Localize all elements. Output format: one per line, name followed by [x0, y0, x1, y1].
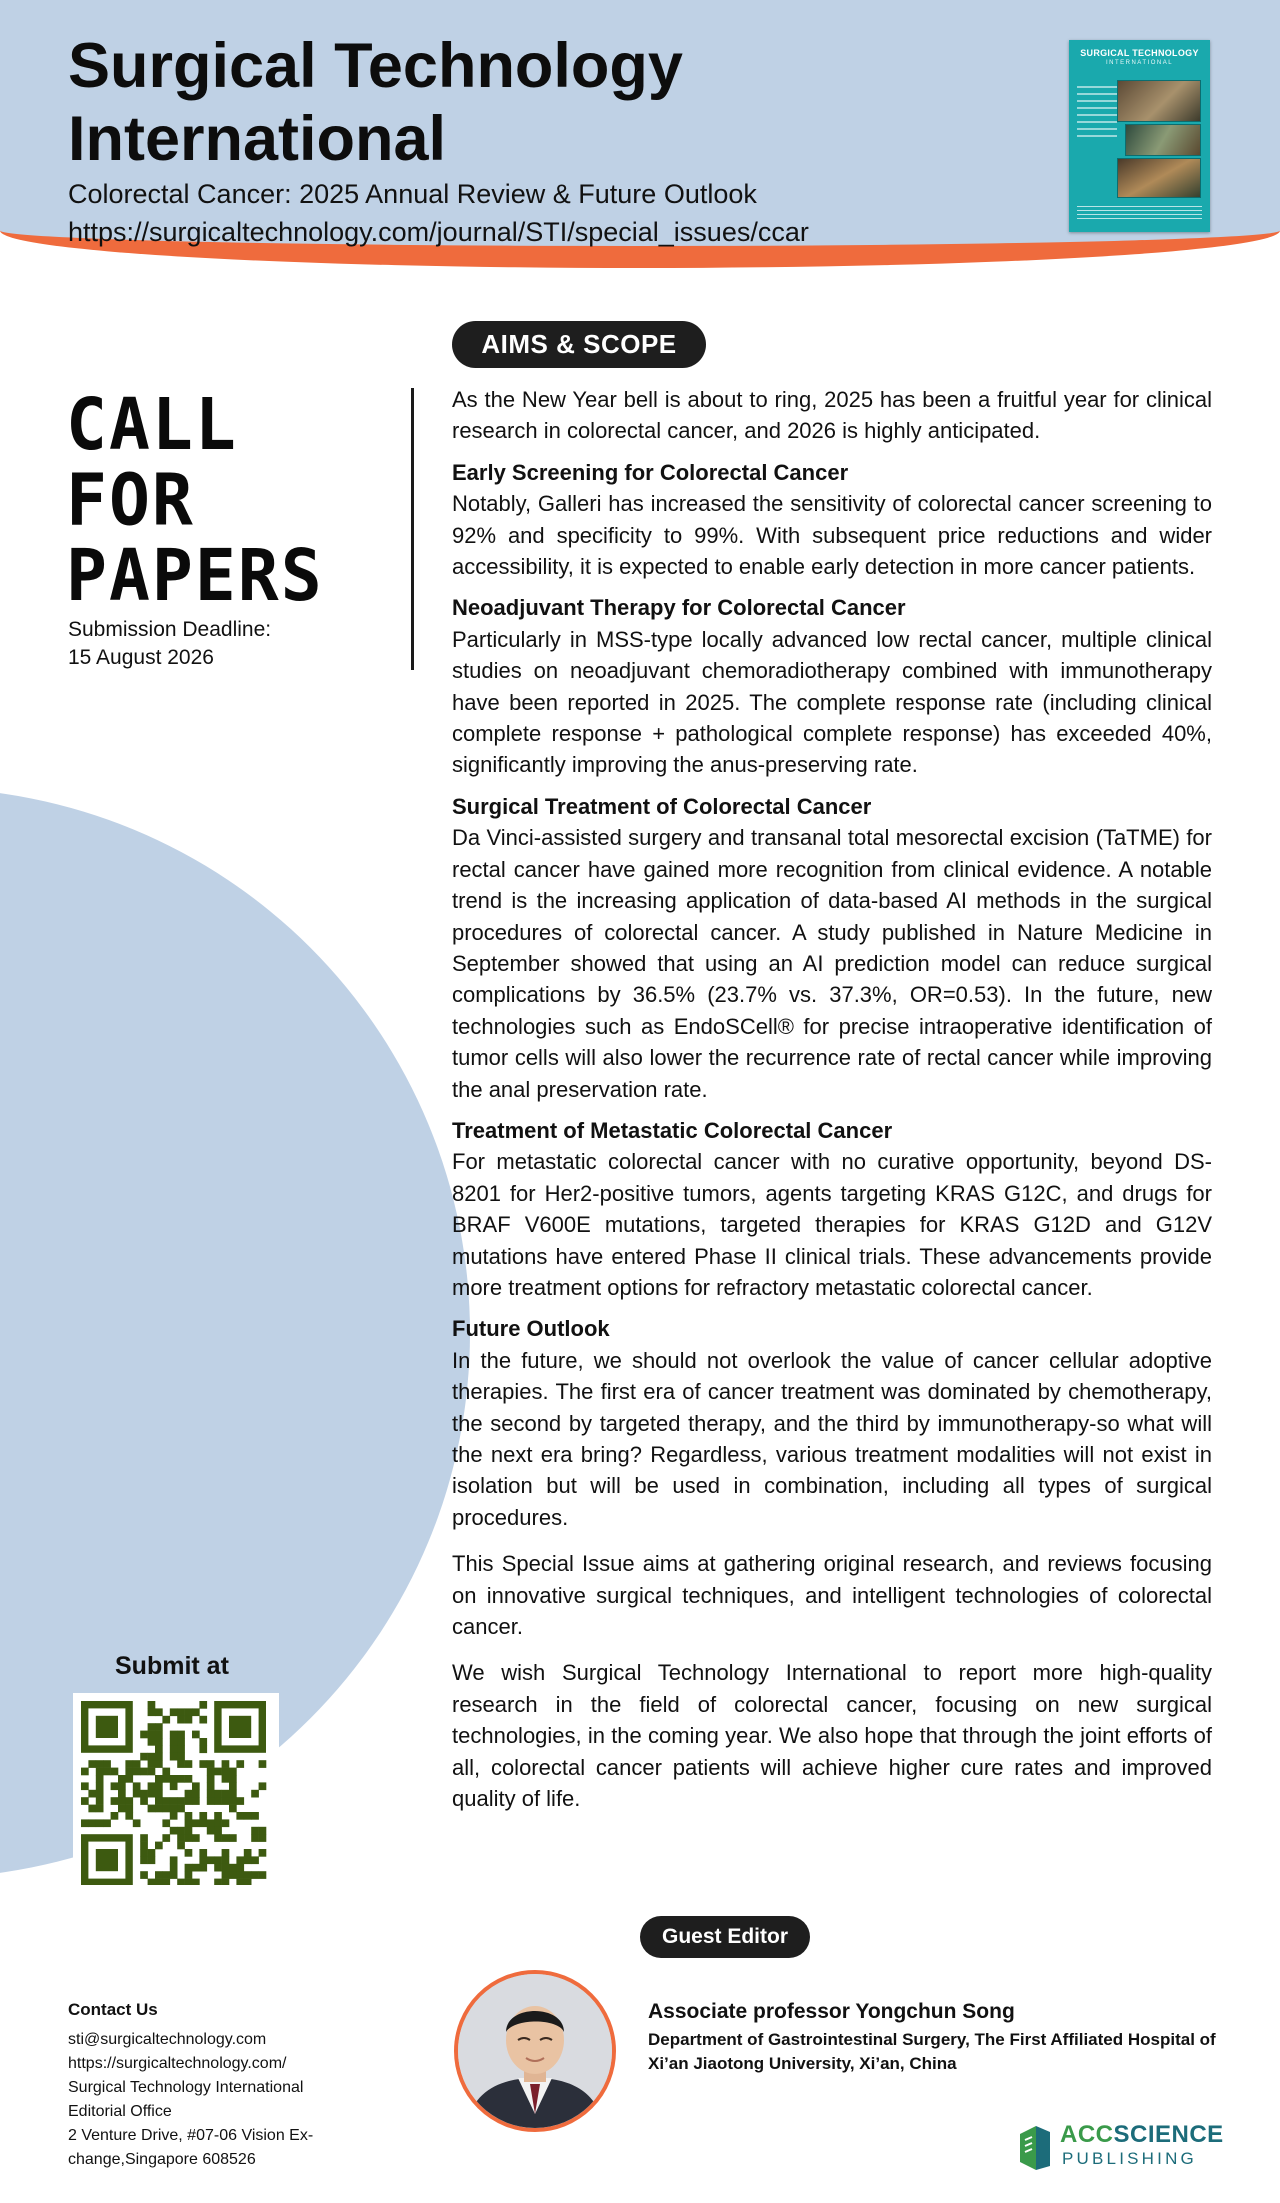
section-body: Notably, Galleri has increased the sensitivity of colorectal cancer screening to 92% and specificity to 99%. With subsequent price reductions and wider accessibility, it is expected to enable early detection in more cancer patients.	[452, 491, 1212, 580]
guest-editor-avatar	[454, 1970, 616, 2132]
contact-title: Contact Us	[68, 2000, 158, 2019]
aims-scope-content	[452, 384, 1212, 1814]
publisher-name	[1060, 2122, 1224, 2148]
section-title: Treatment of Metastatic Colorectal Cancer	[452, 1117, 893, 1143]
section-title: Early Screening for Colorectal Cancer	[452, 459, 849, 485]
submit-label: Submit at	[115, 1652, 229, 1680]
deadline-date: 15 August 2026	[68, 646, 214, 669]
contact-website[interactable]: https://surgicaltechnology.com/	[68, 2055, 287, 2072]
section-title: Neoadjuvant Therapy for Colorectal Cancer	[452, 595, 906, 621]
section-title: Surgical Treatment of Colorectal Cancer	[452, 793, 872, 819]
journal-title: Surgical Technology International	[68, 31, 683, 174]
contact-email[interactable]: sti@surgicaltechnology.com	[68, 2031, 267, 2048]
section-body: For metastatic colorectal cancer with no curative opportunity, beyond DS-8201 for Her2-positive tumors, agents targeting KRAS G12C, and drugs for BRAF V600E mutations, targeted therapies for KRAS G12D and G12V mutations have entered Phase II clinical trials. These advancements provide more treatment options for refractory metastatic colorectal cancer.	[452, 1149, 1212, 1300]
publisher-name-part: SCIENCE	[1113, 2121, 1224, 2148]
contact-office: Editorial Office	[68, 2103, 172, 2120]
publisher-logo	[1016, 2121, 1224, 2174]
section-body: Da Vinci-assisted surgery and transanal total mesorectal excision (TaTME) for rectal cancer have gained more recognition from clinical evidence. A notable trend is the increasing application of data-based AI methods in the surgical procedures of colorectal cancer. A study published in Nature Medicine in September showed that using an AI prediction model can reduce surgical complications by 36.5% (23.7% vs. 37.3%, OR=0.53). In the future, new technologies such as EndoSCell® for precise intraoperative identification of tumor cells will also lower the recurrence rate of rectal cancer while improving the anal preservation rate.	[452, 825, 1212, 1102]
cover-subtitle: INTERNATIONAL	[1105, 60, 1174, 66]
publisher-tagline: PUBLISHING	[1062, 2149, 1197, 2168]
cover-footer-lines	[1077, 206, 1202, 222]
contact-org: Surgical Technology International	[68, 2079, 304, 2096]
section-body: In the future, we should not overlook the value of cancer cellular adoptive therapies. The first era of cancer treatment was dominated by chemotherapy, the second by targeted therapy, and the third by immunotherapy-so what will the next era bring? Regardless, various treatment modalities will not exist in isolation but will be used in combination, including all types of surgical procedures.	[452, 1347, 1212, 1530]
issue-subtitle: Colorectal Cancer: 2025 Annual Review & Future Outlook	[68, 179, 757, 209]
deadline-label: Submission Deadline:	[68, 618, 272, 641]
cfp-line: PAPERS	[66, 535, 324, 618]
cover-photo	[1117, 158, 1201, 198]
guest-editor-name: Associate professor Yongchun Song	[648, 2000, 1015, 2023]
issue-url[interactable]: https://surgicaltechnology.com/journal/STI/special_issues/ccar	[68, 217, 809, 247]
aims-scope-badge: AIMS & SCOPE	[452, 321, 706, 368]
section-body: Particularly in MSS-type locally advanced low rectal cancer, multiple clinical studies on neoadjuvant chemoradiotherapy combined with immunotherapy have been reported in 2025. The complete response rate (including clinical complete response + pathological complete response) has exceeded 40%, significantly improving the anus-preserving rate.	[452, 626, 1212, 778]
cover-title: SURGICAL TECHNOLOGY	[1080, 48, 1199, 58]
intro-paragraph: As the New Year bell is about to ring, 2025 has been a fruitful year for clinical research in colorectal cancer, and 2026 is highly anticipated.	[452, 387, 1212, 444]
cover-text-lines	[1077, 86, 1117, 142]
cfp-line: FOR	[66, 459, 195, 543]
call-for-papers-heading	[66, 383, 324, 618]
cover-photo	[1117, 80, 1201, 122]
guest-editor-affiliation: Department of Gastrointestinal Surgery, The First Affiliated Hospital of Xi’an Jiaotong University, Xi’an, China	[648, 2030, 1216, 2073]
contact-block	[68, 1998, 368, 2172]
qr-code-icon[interactable]	[73, 1693, 279, 1893]
guest-editor-badge: Guest Editor	[640, 1916, 810, 1958]
accscience-logo-icon	[1016, 2124, 1054, 2172]
section-title: Future Outlook	[452, 1316, 610, 1342]
vertical-divider	[411, 388, 414, 670]
contact-address: change,Singapore 608526	[68, 2151, 256, 2168]
closing-paragraph: We wish Surgical Technology International to report more high-quality research in the field of colorectal cancer, focusing on new surgical technologies, in the coming year. We also hope that through the joint efforts of all, colorectal cancer patients will achieve higher cure rates and improved quality of life.	[452, 1660, 1212, 1812]
closing-paragraph: This Special Issue aims at gathering original research, and reviews focusing on innovative surgical techniques, and intelligent technologies of colorectal cancer.	[452, 1551, 1212, 1640]
journal-cover	[1069, 40, 1210, 232]
contact-address: 2 Venture Drive, #07-06 Vision Ex-	[68, 2127, 314, 2144]
cfp-line: CALL	[66, 383, 238, 467]
publisher-name-part: ACC	[1060, 2121, 1114, 2148]
submission-deadline	[68, 616, 271, 672]
cover-photo	[1125, 124, 1201, 156]
header-banner	[0, 0, 1280, 268]
